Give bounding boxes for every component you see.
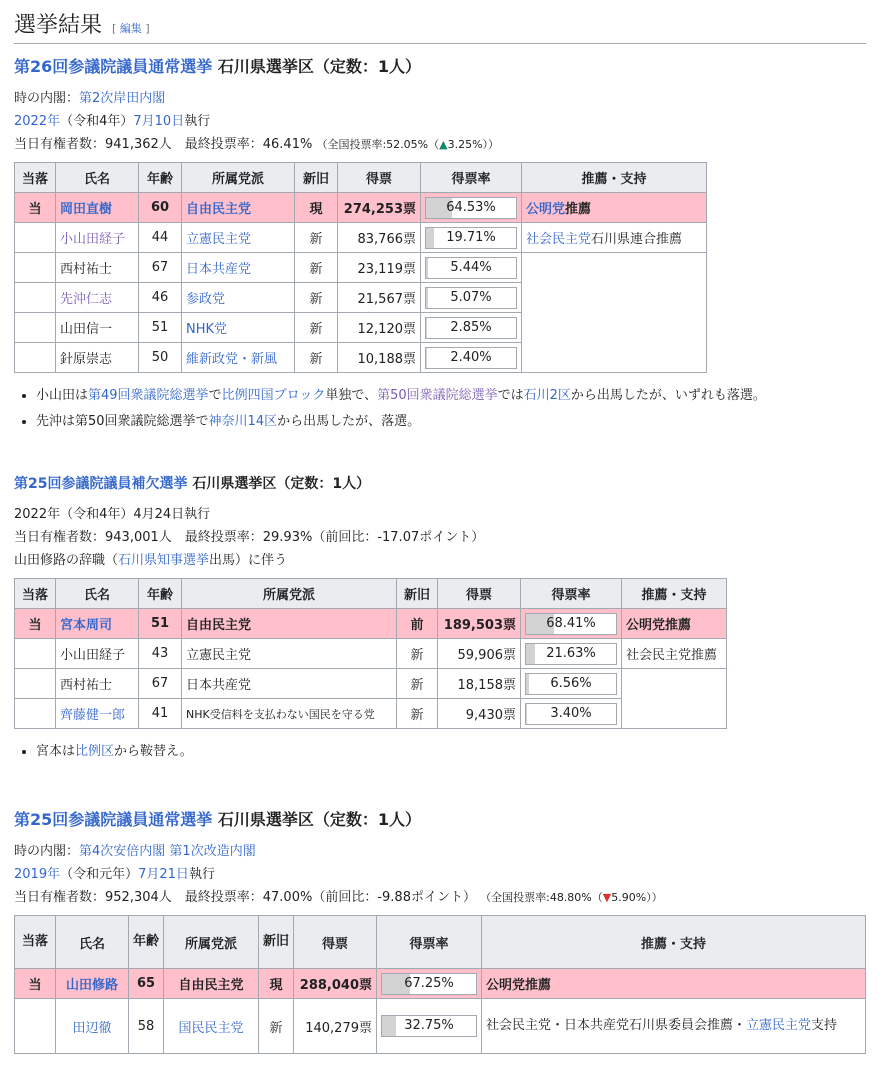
candidate-name-cell: [56, 969, 129, 999]
age-cell: 58: [129, 999, 164, 1054]
list-item: • 宮本は比例区から鞍替え。: [36, 739, 866, 765]
table-row: [15, 609, 727, 639]
col-header: 所属党派: [164, 916, 259, 969]
support-text: 公明党推薦: [486, 978, 552, 993]
candidate-name-cell: 針原崇志: [56, 343, 139, 373]
result-cell: [15, 253, 56, 283]
result-cell: [15, 343, 56, 373]
candidate-link[interactable]: 宮本周司: [60, 618, 113, 633]
support-cell: [622, 669, 727, 729]
candidate-name-cell: 西村祐士: [56, 669, 139, 699]
support-text: 社会民主党・日本共産党石川県委員会推薦・: [486, 1018, 747, 1033]
result-cell: [15, 639, 56, 669]
candidate-name-cell: [56, 193, 139, 223]
col-header: 得票率: [421, 163, 522, 193]
party-cell: [182, 223, 295, 253]
candidate-link[interactable]: 山田修路: [65, 978, 118, 993]
age-cell: 44: [139, 223, 182, 253]
col-header: 年齢: [139, 579, 182, 609]
date-line: 2019年（令和元年）7月21日執行: [14, 867, 215, 882]
party-cell: NHK受信料を支払わない国民を守る党: [182, 699, 397, 729]
support-cell: [482, 999, 866, 1054]
note-link[interactable]: 比例四国ブロック: [221, 388, 326, 403]
status-cell: 新: [295, 223, 338, 253]
table-row: [15, 699, 727, 729]
support-text: 推薦: [565, 202, 592, 217]
vote-rate-cell: [421, 253, 522, 283]
status-cell: 新: [295, 313, 338, 343]
votes-cell: 83,766票: [338, 223, 421, 253]
party-cell: [182, 343, 295, 373]
status-cell: 現: [259, 969, 294, 999]
candidate-link[interactable]: 小山田経子: [60, 232, 126, 247]
support-link[interactable]: 社会民主党: [526, 232, 592, 247]
col-header: 当落: [15, 163, 56, 193]
col-header: 年齢: [129, 916, 164, 969]
col-header: 得票: [294, 916, 377, 969]
vote-rate-label: 5.44%: [450, 259, 492, 275]
candidate-name-cell: [56, 999, 129, 1054]
national-turnout-note: （全国投票率:48.80%（▼5.90%））: [480, 891, 663, 904]
date-link[interactable]: 7月21日: [138, 867, 189, 882]
vote-rate-bar: [525, 673, 617, 695]
vote-rate-label: 2.85%: [450, 319, 492, 335]
section-title: 選挙結果: [14, 13, 103, 38]
status-cell: 新: [295, 253, 338, 283]
vote-rate-bar: [381, 1015, 477, 1037]
results-table-25b: [14, 578, 727, 729]
col-header: 推薦・支持: [522, 163, 707, 193]
vote-rate-bar: [525, 643, 617, 665]
result-cell: [15, 223, 56, 253]
party-cell: 自由民主党: [164, 969, 259, 999]
col-header: 氏名: [56, 163, 139, 193]
candidate-name-cell: [56, 699, 139, 729]
col-header: 氏名: [56, 579, 139, 609]
results-table-25: [14, 915, 866, 1054]
col-header: 得票率: [377, 916, 482, 969]
vote-rate-cell: [521, 609, 622, 639]
status-cell: 新: [397, 699, 438, 729]
vote-rate-bar: [425, 317, 517, 339]
votes-cell: 9,430票: [438, 699, 521, 729]
candidate-link[interactable]: 先沖仁志: [60, 292, 113, 307]
support-cell: 公明党推薦: [622, 609, 727, 639]
votes-cell: 274,253票: [338, 193, 421, 223]
vote-rate-cell: [521, 699, 622, 729]
date-line: 2022年（令和4年）7月10日執行: [14, 114, 211, 129]
party-cell: [182, 253, 295, 283]
edit-link: [ 編集 ]: [112, 22, 150, 35]
vote-rate-cell: [521, 639, 622, 669]
election-25-title: 第25回参議院議員通常選挙 石川県選挙区（定数：1人）: [14, 810, 421, 829]
up-arrow-icon: ▲: [439, 138, 448, 151]
cabinet-link[interactable]: 第4次安倍内閣 第1次改造内閣: [79, 844, 256, 859]
notes-25b: [14, 739, 866, 765]
support-text: 石川県連合推薦: [591, 232, 683, 247]
vote-rate-label: 64.53%: [446, 199, 496, 215]
note-link[interactable]: 石川2区: [523, 388, 571, 403]
status-cell: 前: [397, 609, 438, 639]
election-26-title-link[interactable]: 第26回参議院議員通常選挙: [14, 57, 213, 76]
party-link[interactable]: 立憲民主党: [186, 232, 252, 247]
table-row: [15, 999, 866, 1054]
vote-rate-bar: [425, 227, 517, 249]
votes-cell: 140,279票: [294, 999, 377, 1054]
vote-rate-bar: [525, 613, 617, 635]
notes-26: [14, 383, 866, 435]
vote-rate-bar: [525, 703, 617, 725]
col-header: 推薦・支持: [622, 579, 727, 609]
vote-rate-cell: [421, 223, 522, 253]
cabinet-line: 時の内閣：第4次安倍内閣 第1次改造内閣: [14, 844, 256, 859]
col-header: 当落: [15, 579, 56, 609]
table-row: [15, 639, 727, 669]
status-cell: 新: [295, 283, 338, 313]
cabinet-line: 時の内閣：第2次岸田内閣: [14, 91, 166, 106]
result-cell: [15, 283, 56, 313]
down-arrow-icon: ▼: [602, 891, 612, 904]
votes-cell: 21,567票: [338, 283, 421, 313]
list-item: • 小山田は第49回衆議院総選挙で比例四国ブロック単独で、第50回衆議院総選挙では石川2区から出馬したが、いずれも落選。: [36, 383, 866, 409]
national-turnout-note: （全国投票率:52.05%（▲3.25%））: [316, 138, 500, 151]
vote-rate-bar: [425, 287, 517, 309]
support-text: 支持: [811, 1018, 838, 1033]
col-header: 年齢: [139, 163, 182, 193]
result-cell: 当: [15, 193, 56, 223]
note-link[interactable]: 神奈川14区: [208, 414, 278, 429]
col-header: 得票: [338, 163, 421, 193]
vote-rate-cell: [421, 283, 522, 313]
support-cell: [522, 253, 707, 373]
col-header: 新旧: [259, 916, 294, 969]
party-cell: [182, 193, 295, 223]
col-header: 推薦・支持: [482, 916, 866, 969]
vote-rate-label: 6.56%: [550, 675, 592, 691]
support-cell: [482, 969, 866, 999]
reason-link[interactable]: 石川県知事選挙: [118, 553, 210, 568]
note-link[interactable]: 第50回衆議院総選挙: [377, 388, 498, 403]
party-link[interactable]: 国民民主党: [178, 1020, 244, 1036]
candidate-name-cell: [56, 283, 139, 313]
candidate-name-cell: [56, 223, 139, 253]
by-election-25-title: 第25回参議院議員補欠選挙 石川県選挙区（定数：1人）: [14, 476, 371, 492]
table-row: [15, 193, 707, 223]
cabinet-link[interactable]: 第2次岸田内閣: [79, 91, 166, 106]
vote-rate-cell: [521, 669, 622, 699]
year-link[interactable]: 2019年: [14, 867, 61, 882]
vote-rate-label: 32.75%: [404, 1018, 454, 1033]
support-link[interactable]: 立憲民主党: [746, 1018, 812, 1033]
vote-rate-label: 5.07%: [450, 289, 492, 305]
age-cell: 41: [139, 699, 182, 729]
party-link[interactable]: 日本共産党: [186, 262, 252, 277]
table-row: [15, 969, 866, 999]
vote-rate-bar: [425, 257, 517, 279]
age-cell: 46: [139, 283, 182, 313]
status-cell: 新: [397, 639, 438, 669]
support-cell: [522, 223, 707, 253]
votes-cell: 288,040票: [294, 969, 377, 999]
status-cell: 新: [295, 343, 338, 373]
vote-rate-label: 2.40%: [450, 349, 492, 365]
vote-rate-cell: [377, 969, 482, 999]
col-header: 得票率: [521, 579, 622, 609]
col-header: 所属党派: [182, 163, 295, 193]
status-cell: 新: [259, 999, 294, 1054]
result-cell: 当: [15, 969, 56, 999]
vote-rate-label: 3.40%: [550, 705, 592, 721]
votes-cell: 18,158票: [438, 669, 521, 699]
vote-rate-label: 67.25%: [404, 975, 454, 991]
date-link[interactable]: 7月10日: [133, 114, 185, 129]
candidate-link[interactable]: 岡田直樹: [60, 202, 113, 217]
results-table-26: [14, 162, 707, 373]
by-election-25-title-link[interactable]: 第25回参議院議員補欠選挙: [14, 476, 188, 492]
votes-cell: 12,120票: [338, 313, 421, 343]
support-cell: [522, 193, 707, 223]
party-cell: [182, 313, 295, 343]
by-election-25: [14, 473, 866, 765]
age-cell: 67: [139, 253, 182, 283]
vote-rate-label: 21.63%: [546, 645, 596, 661]
vote-rate-cell: [421, 343, 522, 373]
turnout-line: 当日有権者数：952,304人 最終投票率：47.00%（前回比：-9.88ポイント） （全国投票率:48.80%（▼5.90%））: [14, 890, 663, 905]
election-25: [14, 807, 866, 1054]
col-header: 新旧: [397, 579, 438, 609]
age-cell: 50: [139, 343, 182, 373]
result-cell: [15, 999, 56, 1054]
turnout-line: 当日有権者数：943,001人 最終投票率：29.93%（前回比：-17.07ポイント）: [14, 530, 485, 545]
age-cell: 43: [139, 639, 182, 669]
year-link[interactable]: 2022年: [14, 114, 61, 129]
party-cell: [182, 283, 295, 313]
col-header: 所属党派: [182, 579, 397, 609]
table-row: [15, 669, 727, 699]
party-cell: [164, 999, 259, 1054]
age-cell: 51: [139, 609, 182, 639]
vote-rate-label: 19.71%: [446, 229, 496, 245]
result-cell: [15, 313, 56, 343]
note-link[interactable]: 第49回衆議院総選挙: [88, 388, 209, 403]
election-26-title: 第26回参議院議員通常選挙 石川県選挙区（定数：1人）: [14, 57, 421, 76]
vote-rate-bar: [425, 197, 517, 219]
result-cell: [15, 699, 56, 729]
vote-rate-label: 68.41%: [546, 615, 596, 631]
support-cell: 社会民主党推薦: [622, 639, 727, 669]
vote-rate-cell: [377, 999, 482, 1054]
age-cell: 67: [139, 669, 182, 699]
candidate-link[interactable]: 田辺徹: [72, 1020, 112, 1036]
age-cell: 60: [139, 193, 182, 223]
vote-rate-cell: [421, 193, 522, 223]
date-line: 2022年（令和4年）4月24日執行: [14, 507, 211, 522]
result-cell: [15, 669, 56, 699]
party-link[interactable]: 参政党: [186, 292, 226, 307]
col-header: 氏名: [56, 916, 129, 969]
col-header: 当落: [15, 916, 56, 969]
age-cell: 51: [139, 313, 182, 343]
section-heading: [14, 8, 866, 44]
col-header: 得票: [438, 579, 521, 609]
vote-rate-bar: [381, 973, 477, 995]
candidate-name-cell: 山田信一: [56, 313, 139, 343]
note-link[interactable]: 比例区: [75, 744, 115, 759]
candidate-name-cell: 小山田経子: [56, 639, 139, 669]
vote-rate-bar: [425, 347, 517, 369]
candidate-name-cell: [56, 609, 139, 639]
party-cell: 日本共産党: [182, 669, 397, 699]
list-item: • 先沖は第50回衆議院総選挙で神奈川14区から出馬したが、落選。: [36, 409, 866, 435]
status-cell: 現: [295, 193, 338, 223]
party-cell: 立憲民主党: [182, 639, 397, 669]
table-row: [15, 223, 707, 253]
election-25-title-link[interactable]: 第25回参議院議員通常選挙: [14, 810, 213, 829]
party-link[interactable]: 自由民主党: [186, 202, 252, 217]
party-link[interactable]: 維新政党・新風: [186, 352, 278, 367]
reason-line: 山田修路の辞職（石川県知事選挙出馬）に伴う: [14, 553, 288, 568]
votes-cell: 189,503票: [438, 609, 521, 639]
table-row: [15, 253, 707, 283]
col-header: 新旧: [295, 163, 338, 193]
party-cell: 自由民主党: [182, 609, 397, 639]
candidate-name-cell: 西村祐士: [56, 253, 139, 283]
votes-cell: 23,119票: [338, 253, 421, 283]
candidate-link[interactable]: 齊藤健一郎: [60, 708, 126, 723]
support-link[interactable]: 公明党: [526, 202, 566, 217]
status-cell: 新: [397, 669, 438, 699]
turnout-line: 当日有権者数：941,362人 最終投票率：46.41% （全国投票率:52.05%（▲3.25%））: [14, 137, 500, 152]
vote-rate-cell: [421, 313, 522, 343]
party-link[interactable]: NHK党: [186, 322, 228, 337]
age-cell: 65: [129, 969, 164, 999]
election-26: [14, 54, 866, 435]
edit-button[interactable]: 編集: [119, 22, 142, 35]
result-cell: 当: [15, 609, 56, 639]
votes-cell: 59,906票: [438, 639, 521, 669]
votes-cell: 10,188票: [338, 343, 421, 373]
